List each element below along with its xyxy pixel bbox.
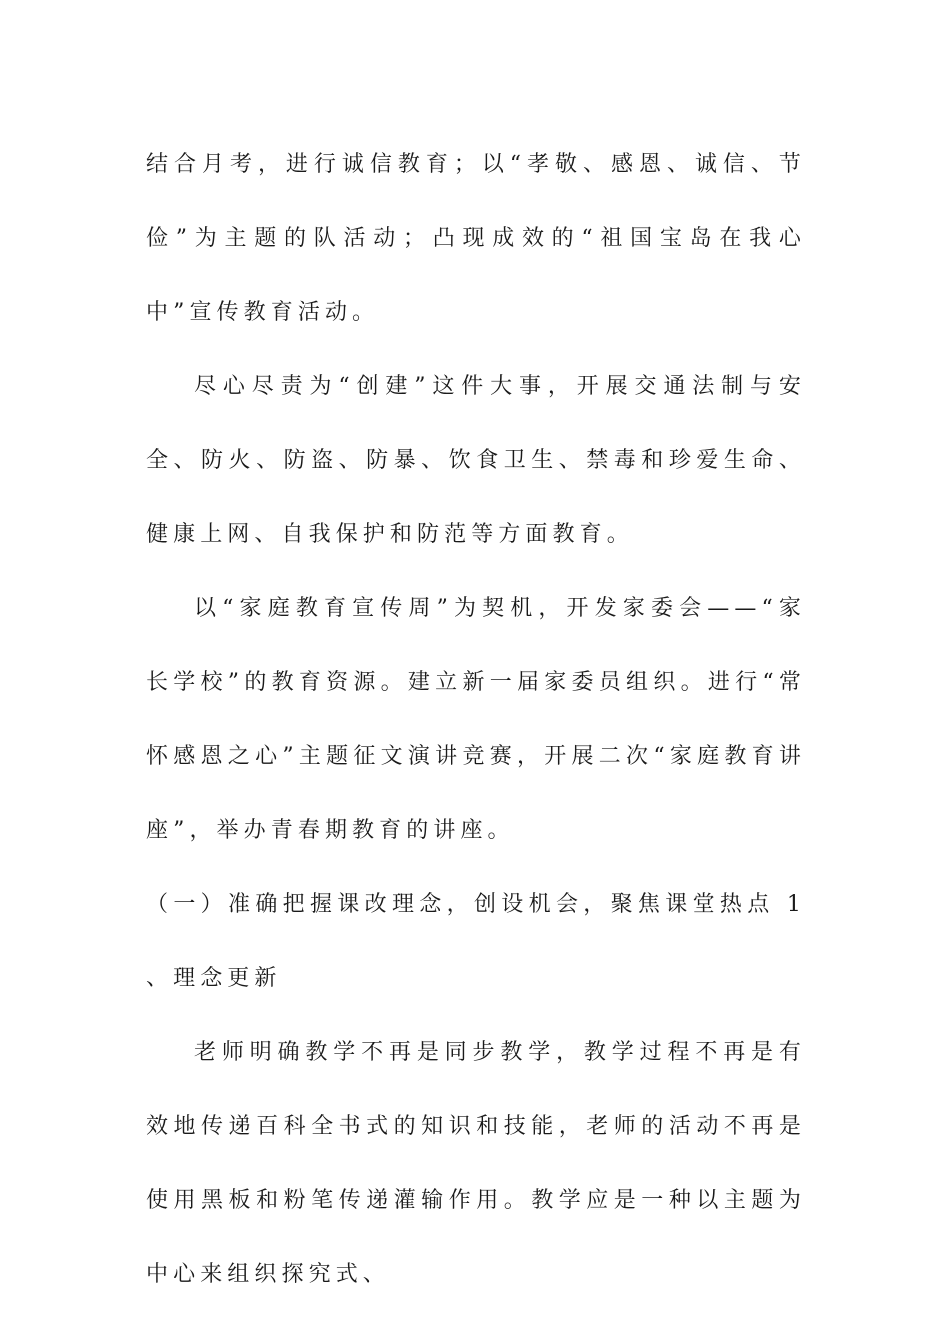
paragraph-4: 老师明确教学不再是同步教学，教学过程不再是有效地传递百科全书式的知识和技能，老师的活动不再是使用黑板和粉笔传递灌输作用。教学应是一种以主题为中心来组织探究式、 [146, 1040, 806, 1287]
paragraph-2: 尽心尽责为“创建”这件大事，开展交通法制与安全、防火、防盗、防暴、饮食卫生、禁毒和珍爱生命、健康上网、自我保护和防范等方面教育。 [146, 374, 806, 547]
section-heading: （一）准确把握课改理念，创设机会，聚焦课堂热点 1 、理念更新 [146, 892, 806, 991]
paragraph-1: 结合月考，进行诚信教育；以“孝敬、感恩、诚信、节俭”为主题的队活动；凸现成效的“祖国宝岛在我心中”宣传教育活动。 [146, 152, 806, 325]
document-body [146, 128, 806, 1312]
paragraph-3: 以“家庭教育宣传周”为契机，开发家委会——“家长学校”的教育资源。建立新一届家委员组织。进行“常怀感恩之心”主题征文演讲竞赛，开展二次“家庭教育讲座”，举办青春期教育的讲座。 [146, 596, 806, 843]
